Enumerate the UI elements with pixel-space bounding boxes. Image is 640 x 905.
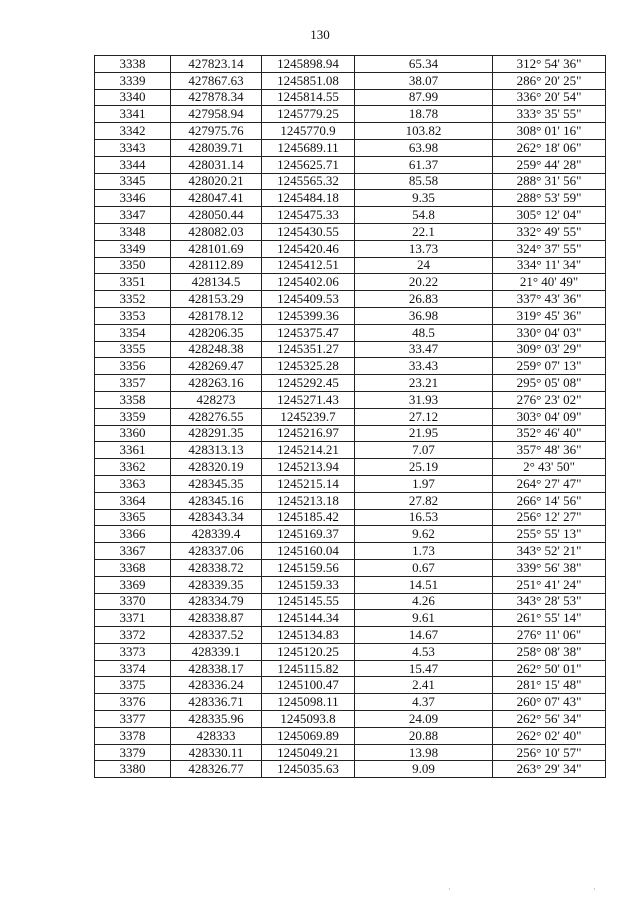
table-row — [95, 72, 606, 89]
table-row — [95, 526, 606, 543]
point-number-cell: 3380 — [95, 761, 171, 778]
y-coordinate-cell: 1245779.25 — [262, 106, 355, 123]
table-row — [95, 593, 606, 610]
distance-cell: 22.1 — [355, 223, 493, 240]
point-number-cell: 3343 — [95, 139, 171, 156]
distance-cell: 38.07 — [355, 72, 493, 89]
bearing-cell: 258° 08' 38" — [493, 643, 606, 660]
bearing-cell: 343° 52' 21" — [493, 543, 606, 560]
bearing-cell: 259° 44' 28" — [493, 156, 606, 173]
distance-cell: 1.97 — [355, 475, 493, 492]
y-coordinate-cell: 1245100.47 — [262, 677, 355, 694]
distance-cell: 4.53 — [355, 643, 493, 660]
bearing-cell: 261° 55' 14" — [493, 610, 606, 627]
point-number-cell: 3346 — [95, 190, 171, 207]
distance-cell: 48.5 — [355, 324, 493, 341]
table-row — [95, 123, 606, 140]
bearing-cell: 266° 14' 56" — [493, 492, 606, 509]
y-coordinate-cell: 1245134.83 — [262, 627, 355, 644]
distance-cell: 31.93 — [355, 391, 493, 408]
table-row — [95, 307, 606, 324]
bearing-cell: 303° 04' 09" — [493, 408, 606, 425]
y-coordinate-cell: 1245814.55 — [262, 89, 355, 106]
point-number-cell: 3349 — [95, 240, 171, 257]
distance-cell: 63.98 — [355, 139, 493, 156]
point-number-cell: 3352 — [95, 291, 171, 308]
distance-cell: 33.47 — [355, 341, 493, 358]
x-coordinate-cell: 428269.47 — [171, 358, 262, 375]
y-coordinate-cell: 1245430.55 — [262, 223, 355, 240]
distance-cell: 7.07 — [355, 442, 493, 459]
x-coordinate-cell: 428336.71 — [171, 694, 262, 711]
bearing-cell: 2° 43' 50" — [493, 459, 606, 476]
point-number-cell: 3361 — [95, 442, 171, 459]
bearing-cell: 262° 56' 34" — [493, 711, 606, 728]
table-row — [95, 223, 606, 240]
distance-cell: 9.61 — [355, 610, 493, 627]
bearing-cell: 330° 04' 03" — [493, 324, 606, 341]
distance-cell: 9.09 — [355, 761, 493, 778]
distance-cell: 20.22 — [355, 274, 493, 291]
point-number-cell: 3371 — [95, 610, 171, 627]
table-row — [95, 207, 606, 224]
page-number: 130 — [310, 27, 330, 42]
table-row — [95, 744, 606, 761]
bearing-cell: 337° 43' 36" — [493, 291, 606, 308]
y-coordinate-cell: 1245625.71 — [262, 156, 355, 173]
x-coordinate-cell: 428320.19 — [171, 459, 262, 476]
table-row — [95, 576, 606, 593]
point-number-cell: 3354 — [95, 324, 171, 341]
point-number-cell: 3358 — [95, 391, 171, 408]
x-coordinate-cell: 428020.21 — [171, 173, 262, 190]
distance-cell: 61.37 — [355, 156, 493, 173]
table-row — [95, 492, 606, 509]
point-number-cell: 3353 — [95, 307, 171, 324]
x-coordinate-cell: 427878.34 — [171, 89, 262, 106]
x-coordinate-cell: 428263.16 — [171, 375, 262, 392]
y-coordinate-cell: 1245292.45 — [262, 375, 355, 392]
y-coordinate-cell: 1245851.08 — [262, 72, 355, 89]
table-row — [95, 358, 606, 375]
distance-cell: 15.47 — [355, 660, 493, 677]
point-number-cell: 3345 — [95, 173, 171, 190]
table-row — [95, 459, 606, 476]
point-number-cell: 3339 — [95, 72, 171, 89]
x-coordinate-cell: 428039.71 — [171, 139, 262, 156]
point-number-cell: 3376 — [95, 694, 171, 711]
distance-cell: 103.82 — [355, 123, 493, 140]
x-coordinate-cell: 428336.24 — [171, 677, 262, 694]
table-row — [95, 291, 606, 308]
distance-cell: 25.19 — [355, 459, 493, 476]
y-coordinate-cell: 1245898.94 — [262, 56, 355, 73]
point-number-cell: 3351 — [95, 274, 171, 291]
table-row — [95, 425, 606, 442]
distance-cell: 4.26 — [355, 593, 493, 610]
bearing-cell: 352° 46' 40" — [493, 425, 606, 442]
table-row — [95, 408, 606, 425]
bearing-cell: 276° 23' 02" — [493, 391, 606, 408]
distance-cell: 20.88 — [355, 727, 493, 744]
table-row — [95, 543, 606, 560]
distance-cell: 36.98 — [355, 307, 493, 324]
table-row — [95, 727, 606, 744]
distance-cell: 9.62 — [355, 526, 493, 543]
bearing-cell: 288° 53' 59" — [493, 190, 606, 207]
point-number-cell: 3366 — [95, 526, 171, 543]
table-row — [95, 677, 606, 694]
x-coordinate-cell: 428101.69 — [171, 240, 262, 257]
table-row — [95, 761, 606, 778]
x-coordinate-cell: 428338.72 — [171, 559, 262, 576]
point-number-cell: 3359 — [95, 408, 171, 425]
y-coordinate-cell: 1245144.34 — [262, 610, 355, 627]
x-coordinate-cell: 428343.34 — [171, 509, 262, 526]
distance-cell: 65.34 — [355, 56, 493, 73]
bearing-cell: 333° 35' 55" — [493, 106, 606, 123]
distance-cell: 14.67 — [355, 627, 493, 644]
point-number-cell: 3362 — [95, 459, 171, 476]
table-row — [95, 711, 606, 728]
table-row — [95, 156, 606, 173]
x-coordinate-cell: 428178.12 — [171, 307, 262, 324]
y-coordinate-cell: 1245689.11 — [262, 139, 355, 156]
x-coordinate-cell: 428333 — [171, 727, 262, 744]
x-coordinate-cell: 428334.79 — [171, 593, 262, 610]
bearing-cell: 357° 48' 36" — [493, 442, 606, 459]
distance-cell: 27.12 — [355, 408, 493, 425]
bearing-cell: 264° 27' 47" — [493, 475, 606, 492]
x-coordinate-cell: 428082.03 — [171, 223, 262, 240]
point-number-cell: 3355 — [95, 341, 171, 358]
point-number-cell: 3364 — [95, 492, 171, 509]
x-coordinate-cell: 428338.87 — [171, 610, 262, 627]
x-coordinate-cell: 427975.76 — [171, 123, 262, 140]
y-coordinate-cell: 1245351.27 — [262, 341, 355, 358]
distance-cell: 23.21 — [355, 375, 493, 392]
bearing-cell: 324° 37' 55" — [493, 240, 606, 257]
point-number-cell: 3338 — [95, 56, 171, 73]
coordinates-table-body — [95, 56, 606, 778]
table-row — [95, 559, 606, 576]
point-number-cell: 3344 — [95, 156, 171, 173]
y-coordinate-cell: 1245159.33 — [262, 576, 355, 593]
table-row — [95, 257, 606, 274]
point-number-cell: 3370 — [95, 593, 171, 610]
bearing-cell: 309° 03' 29" — [493, 341, 606, 358]
x-coordinate-cell: 428345.16 — [171, 492, 262, 509]
y-coordinate-cell: 1245239.7 — [262, 408, 355, 425]
x-coordinate-cell: 428338.17 — [171, 660, 262, 677]
y-coordinate-cell: 1245035.63 — [262, 761, 355, 778]
bearing-cell: 295° 05' 08" — [493, 375, 606, 392]
distance-cell: 13.73 — [355, 240, 493, 257]
distance-cell: 4.37 — [355, 694, 493, 711]
table-row — [95, 324, 606, 341]
y-coordinate-cell: 1245169.37 — [262, 526, 355, 543]
y-coordinate-cell: 1245216.97 — [262, 425, 355, 442]
point-number-cell: 3377 — [95, 711, 171, 728]
table-row — [95, 173, 606, 190]
x-coordinate-cell: 428047.41 — [171, 190, 262, 207]
y-coordinate-cell: 1245069.89 — [262, 727, 355, 744]
point-number-cell: 3375 — [95, 677, 171, 694]
point-number-cell: 3363 — [95, 475, 171, 492]
table-row — [95, 56, 606, 73]
x-coordinate-cell: 428345.35 — [171, 475, 262, 492]
y-coordinate-cell: 1245399.36 — [262, 307, 355, 324]
table-row — [95, 341, 606, 358]
point-number-cell: 3356 — [95, 358, 171, 375]
x-coordinate-cell: 428276.55 — [171, 408, 262, 425]
y-coordinate-cell: 1245145.55 — [262, 593, 355, 610]
x-coordinate-cell: 428335.96 — [171, 711, 262, 728]
point-number-cell: 3379 — [95, 744, 171, 761]
bearing-cell: 336° 20' 54" — [493, 89, 606, 106]
bearing-cell: 305° 12' 04" — [493, 207, 606, 224]
distance-cell: 13.98 — [355, 744, 493, 761]
point-number-cell: 3372 — [95, 627, 171, 644]
y-coordinate-cell: 1245271.43 — [262, 391, 355, 408]
point-number-cell: 3374 — [95, 660, 171, 677]
y-coordinate-cell: 1245185.42 — [262, 509, 355, 526]
y-coordinate-cell: 1245565.32 — [262, 173, 355, 190]
bearing-cell: 256° 12' 27" — [493, 509, 606, 526]
bearing-cell: 288° 31' 56" — [493, 173, 606, 190]
distance-cell: 24 — [355, 257, 493, 274]
table-row — [95, 190, 606, 207]
distance-cell: 33.43 — [355, 358, 493, 375]
y-coordinate-cell: 1245093.8 — [262, 711, 355, 728]
bearing-cell: 286° 20' 25" — [493, 72, 606, 89]
distance-cell: 85.58 — [355, 173, 493, 190]
table-row — [95, 694, 606, 711]
bearing-cell: 259° 07' 13" — [493, 358, 606, 375]
table-row — [95, 240, 606, 257]
point-number-cell: 3367 — [95, 543, 171, 560]
bearing-cell: 256° 10' 57" — [493, 744, 606, 761]
table-row — [95, 509, 606, 526]
y-coordinate-cell: 1245215.14 — [262, 475, 355, 492]
x-coordinate-cell: 428326.77 — [171, 761, 262, 778]
distance-cell: 54.8 — [355, 207, 493, 224]
y-coordinate-cell: 1245213.18 — [262, 492, 355, 509]
y-coordinate-cell: 1245770.9 — [262, 123, 355, 140]
bearing-cell: 255° 55' 13" — [493, 526, 606, 543]
x-coordinate-cell: 428291.35 — [171, 425, 262, 442]
distance-cell: 24.09 — [355, 711, 493, 728]
table-row — [95, 391, 606, 408]
x-coordinate-cell: 428134.5 — [171, 274, 262, 291]
table-row — [95, 660, 606, 677]
x-coordinate-cell: 428337.52 — [171, 627, 262, 644]
distance-cell: 2.41 — [355, 677, 493, 694]
x-coordinate-cell: 428112.89 — [171, 257, 262, 274]
bearing-cell: 339° 56' 38" — [493, 559, 606, 576]
coordinates-table — [94, 55, 606, 778]
point-number-cell: 3360 — [95, 425, 171, 442]
table-row — [95, 643, 606, 660]
x-coordinate-cell: 427823.14 — [171, 56, 262, 73]
distance-cell: 16.53 — [355, 509, 493, 526]
x-coordinate-cell: 428339.1 — [171, 643, 262, 660]
bearing-cell: 308° 01' 16" — [493, 123, 606, 140]
table-row — [95, 442, 606, 459]
distance-cell: 87.99 — [355, 89, 493, 106]
point-number-cell: 3369 — [95, 576, 171, 593]
point-number-cell: 3342 — [95, 123, 171, 140]
table-row — [95, 139, 606, 156]
point-number-cell: 3373 — [95, 643, 171, 660]
x-coordinate-cell: 428050.44 — [171, 207, 262, 224]
y-coordinate-cell: 1245159.56 — [262, 559, 355, 576]
y-coordinate-cell: 1245115.82 — [262, 660, 355, 677]
point-number-cell: 3341 — [95, 106, 171, 123]
table-row — [95, 610, 606, 627]
bearing-cell: 251° 41' 24" — [493, 576, 606, 593]
x-coordinate-cell: 428337.06 — [171, 543, 262, 560]
y-coordinate-cell: 1245049.21 — [262, 744, 355, 761]
distance-cell: 21.95 — [355, 425, 493, 442]
y-coordinate-cell: 1245409.53 — [262, 291, 355, 308]
scan-speck: · — [593, 885, 596, 894]
distance-cell: 14.51 — [355, 576, 493, 593]
y-coordinate-cell: 1245213.94 — [262, 459, 355, 476]
bearing-cell: 312° 54' 36" — [493, 56, 606, 73]
bearing-cell: 319° 45' 36" — [493, 307, 606, 324]
y-coordinate-cell: 1245098.11 — [262, 694, 355, 711]
x-coordinate-cell: 428248.38 — [171, 341, 262, 358]
scan-speck: · — [448, 885, 451, 894]
table-row — [95, 106, 606, 123]
bearing-cell: 334° 11' 34" — [493, 257, 606, 274]
bearing-cell: 332° 49' 55" — [493, 223, 606, 240]
bearing-cell: 263° 29' 34" — [493, 761, 606, 778]
distance-cell: 18.78 — [355, 106, 493, 123]
table-row — [95, 475, 606, 492]
y-coordinate-cell: 1245120.25 — [262, 643, 355, 660]
x-coordinate-cell: 427958.94 — [171, 106, 262, 123]
x-coordinate-cell: 428273 — [171, 391, 262, 408]
bearing-cell: 281° 15' 48" — [493, 677, 606, 694]
y-coordinate-cell: 1245214.21 — [262, 442, 355, 459]
x-coordinate-cell: 428031.14 — [171, 156, 262, 173]
bearing-cell: 262° 50' 01" — [493, 660, 606, 677]
y-coordinate-cell: 1245402.06 — [262, 274, 355, 291]
x-coordinate-cell: 428339.4 — [171, 526, 262, 543]
table-row — [95, 274, 606, 291]
x-coordinate-cell: 428153.29 — [171, 291, 262, 308]
bearing-cell: 276° 11' 06" — [493, 627, 606, 644]
bearing-cell: 260° 07' 43" — [493, 694, 606, 711]
y-coordinate-cell: 1245375.47 — [262, 324, 355, 341]
distance-cell: 26.83 — [355, 291, 493, 308]
y-coordinate-cell: 1245325.28 — [262, 358, 355, 375]
table-row — [95, 375, 606, 392]
point-number-cell: 3368 — [95, 559, 171, 576]
y-coordinate-cell: 1245160.04 — [262, 543, 355, 560]
x-coordinate-cell: 428330.11 — [171, 744, 262, 761]
point-number-cell: 3347 — [95, 207, 171, 224]
point-number-cell: 3357 — [95, 375, 171, 392]
y-coordinate-cell: 1245412.51 — [262, 257, 355, 274]
point-number-cell: 3348 — [95, 223, 171, 240]
x-coordinate-cell: 428313.13 — [171, 442, 262, 459]
distance-cell: 9.35 — [355, 190, 493, 207]
y-coordinate-cell: 1245420.46 — [262, 240, 355, 257]
x-coordinate-cell: 427867.63 — [171, 72, 262, 89]
bearing-cell: 262° 18' 06" — [493, 139, 606, 156]
table-row — [95, 89, 606, 106]
x-coordinate-cell: 428339.35 — [171, 576, 262, 593]
table-row — [95, 627, 606, 644]
distance-cell: 27.82 — [355, 492, 493, 509]
y-coordinate-cell: 1245475.33 — [262, 207, 355, 224]
distance-cell: 0.67 — [355, 559, 493, 576]
point-number-cell: 3378 — [95, 727, 171, 744]
bearing-cell: 262° 02' 40" — [493, 727, 606, 744]
point-number-cell: 3350 — [95, 257, 171, 274]
point-number-cell: 3365 — [95, 509, 171, 526]
x-coordinate-cell: 428206.35 — [171, 324, 262, 341]
point-number-cell: 3340 — [95, 89, 171, 106]
y-coordinate-cell: 1245484.18 — [262, 190, 355, 207]
bearing-cell: 21° 40' 49" — [493, 274, 606, 291]
distance-cell: 1.73 — [355, 543, 493, 560]
bearing-cell: 343° 28' 53" — [493, 593, 606, 610]
